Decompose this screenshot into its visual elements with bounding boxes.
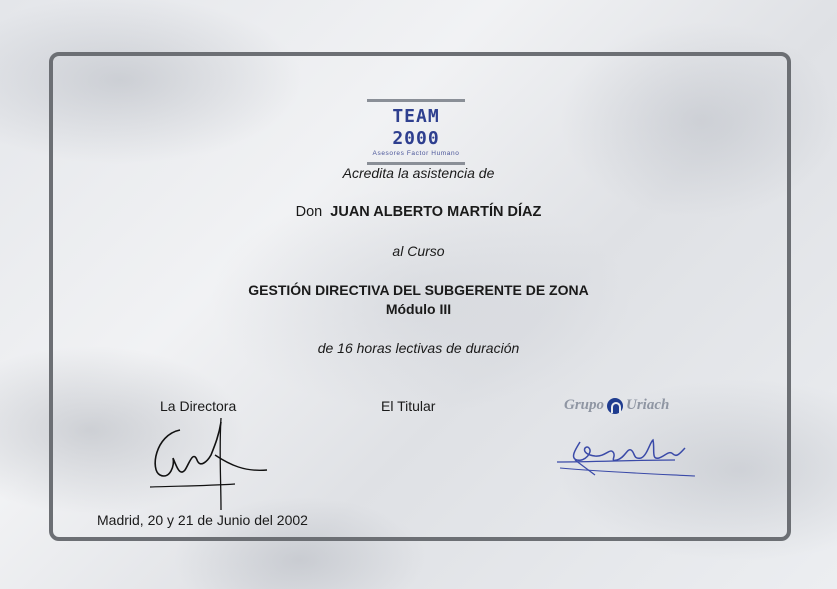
- course-module: Módulo III: [385, 301, 452, 317]
- course-intro: al Curso: [392, 243, 445, 259]
- brand-word-1: Grupo: [564, 397, 605, 413]
- holder-signature: [555, 430, 700, 485]
- uriach-mark-icon: [607, 398, 623, 414]
- recipient-prefix: Don: [295, 204, 323, 220]
- grupo-uriach-logo: [564, 397, 669, 414]
- director-signature: [145, 410, 275, 515]
- holder-label: El Titular: [381, 398, 436, 414]
- recipient-line: [0, 204, 837, 220]
- logo-name: TEAM 2000: [392, 106, 440, 149]
- brand-word-2: Uriach: [626, 397, 670, 413]
- recipient-name: JUAN ALBERTO MARTÍN DÍAZ: [330, 204, 542, 220]
- issue-date: Madrid, 20 y 21 de Junio del 2002: [97, 512, 308, 528]
- director-label: La Directora: [160, 398, 237, 414]
- course-title: GESTIÓN DIRECTIVA DEL SUBGERENTE DE ZONA: [248, 282, 589, 298]
- accredits-text: Acredita la asistencia de: [342, 165, 495, 181]
- duration-text: de 16 horas lectivas de duración: [317, 340, 520, 356]
- logo-tagline: Asesores Factor Humano: [372, 150, 460, 157]
- team-2000-logo: [367, 99, 465, 157]
